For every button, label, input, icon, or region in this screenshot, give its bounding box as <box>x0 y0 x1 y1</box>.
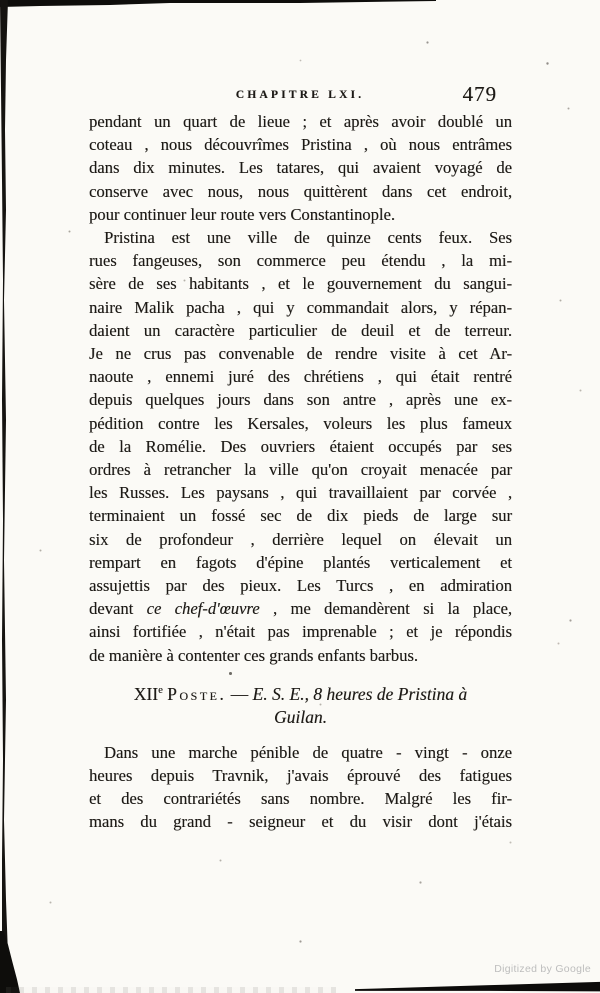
text-segment-italic: ce chef-d'œuvre <box>146 599 260 619</box>
paragraph-3 <box>89 741 512 834</box>
paragraph-1 <box>89 110 512 226</box>
section-heading-poste-xii <box>89 679 512 730</box>
text-line: sère de ses habitants , et le gouvernement du sangui- <box>89 274 512 294</box>
poste-label: Poste. <box>167 683 227 704</box>
text-line: Pristina est une ville de quinze cents feux. Ses <box>104 228 512 248</box>
text-line: terminaient un fossé sec de dix pieds de large sur <box>89 506 512 526</box>
text-line: les Russes. Les paysans , qui travaillaient par corvée , <box>89 483 512 503</box>
text-line: et des contrariétés sans nombre. Malgré les fir- <box>89 789 512 809</box>
text-segment: , me demandèrent si la place, <box>272 599 512 619</box>
scan-noise-bottom <box>6 987 336 993</box>
text-segment: devant <box>89 599 134 619</box>
text-line: de la Romélie. Des ouvriers étaient occupés par ses <box>89 436 512 456</box>
text-line: pédition contre les Kersales, voleurs les plus fameux <box>89 413 512 433</box>
text-line: ordres à retrancher la ville qu'on croyait menacée par <box>89 460 512 480</box>
text-line: depuis quelques jours dans son antre , après une ex- <box>89 390 512 410</box>
scan-artifact-bottom-left-blob <box>0 931 20 993</box>
scan-artifact-top-edge <box>0 0 436 8</box>
text-line: daient un caractère particulier de deuil et de terreur. <box>89 320 512 340</box>
section-heading-line-2: Guilan. <box>274 707 327 728</box>
google-watermark: Digitized by Google <box>494 963 591 975</box>
text-line: naoute , ennemi juré des chrétiens , qui était rentré <box>89 367 512 387</box>
text-line: ainsi fortifiée , n'était pas imprenable ; et je répondis <box>89 622 512 642</box>
text-line: de manière à contenter ces grands enfants barbus. <box>89 645 418 665</box>
text-line: naire Malik pacha , qui y commandait alors, y répan- <box>89 297 512 317</box>
text-line: dans dix minutes. Les tatares, qui avaient voyagé de <box>89 158 512 178</box>
running-header-chapter: CHAPITRE LXI. <box>235 89 365 101</box>
text-line: heures depuis Travnik, j'avais éprouvé des fatigues <box>89 765 512 785</box>
text-line: assujettis par des pieux. Les Turcs , en admiration <box>89 576 512 596</box>
heading-dash: — <box>230 683 249 704</box>
text-line: mans du grand - seigneur et du visir dont j'étais <box>89 812 512 832</box>
text-line: six de profondeur , derrière lequel on élevait un <box>89 529 512 549</box>
poste-numeral: XII <box>133 683 159 704</box>
text-line: Dans une marche pénible de quatre - vingt - onze <box>104 742 512 762</box>
text-line: pendant un quart de lieue ; et après avoir doublé un <box>89 112 512 131</box>
poste-numeral-sup: e <box>158 684 163 696</box>
paragraph-2 <box>89 226 512 667</box>
text-line: rues fangeuses, son commerce peu étendu , la mi- <box>89 251 512 271</box>
text-line: rempart en fagots d'épine plantés verticalement et <box>89 552 512 572</box>
text-line: pour continuer leur route vers Constantinople. <box>89 204 395 224</box>
page-number: 479 <box>462 82 497 106</box>
scan-artifact-left-edge <box>0 0 10 993</box>
scan-artifact-bottom-bar <box>355 981 600 992</box>
route-description: E. S. E., 8 heures de Pristina à <box>252 683 468 704</box>
text-column <box>89 110 512 834</box>
text-line: Je ne crus pas convenable de rendre visite à cet Ar- <box>89 344 512 364</box>
text-line: coteau , nous découvrîmes Pristina , où nous entrâmes <box>89 135 512 155</box>
scan-specks <box>0 0 1 1</box>
section-heading-line-1 <box>89 679 512 706</box>
text-line-mixed-italic <box>89 597 512 620</box>
text-line: conserve avec nous, nous quittèrent dans cet endroit, <box>89 181 512 201</box>
